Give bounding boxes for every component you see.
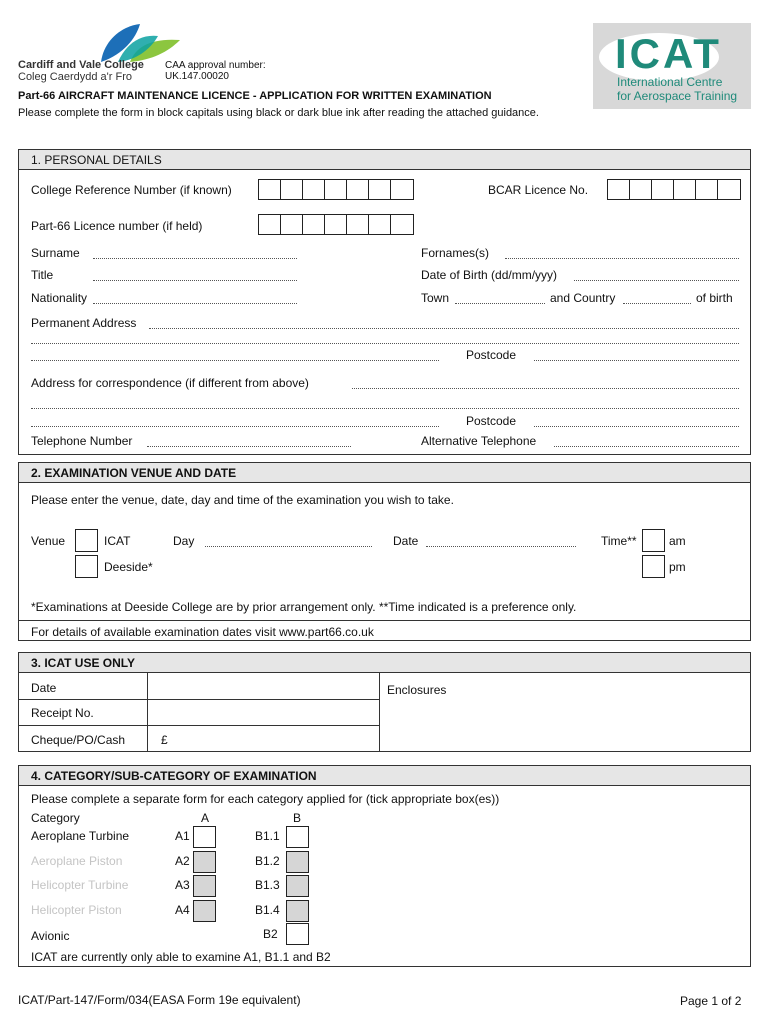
of-birth-label: of birth xyxy=(696,291,733,305)
correspondence-label: Address for correspondence (if different from above) xyxy=(31,376,309,390)
section-header xyxy=(19,463,750,483)
category-row-b: B1.1 xyxy=(255,829,280,843)
time-am-checkbox[interactable] xyxy=(642,529,665,552)
category-row-a: A3 xyxy=(175,878,190,892)
page-number: Page 1 of 2 xyxy=(680,994,742,1008)
divider xyxy=(19,699,379,700)
divider xyxy=(19,620,750,621)
column-a-label: A xyxy=(201,811,210,825)
cheque-label: Cheque/PO/Cash xyxy=(31,733,126,747)
category-label: Category xyxy=(31,811,80,825)
b1-3-checkbox xyxy=(286,875,309,897)
town-label: Town xyxy=(421,291,450,305)
form-id: ICAT/Part-147/Form/034(EASA Form 19e equivalent) xyxy=(18,993,301,1007)
avionic-b2-label: B2 xyxy=(263,927,278,941)
a4-checkbox xyxy=(193,900,216,922)
bcar-label: BCAR Licence No. xyxy=(488,183,589,197)
avionic-label: Avionic xyxy=(31,929,70,943)
alt-telephone-label: Alternative Telephone xyxy=(421,434,537,448)
permanent-address-line-3[interactable] xyxy=(31,360,439,361)
section-header xyxy=(19,766,750,786)
icat-date-label: Date xyxy=(31,681,57,695)
college-name: Cardiff and Vale College xyxy=(18,59,144,71)
receipt-label: Receipt No. xyxy=(31,706,94,720)
title-field[interactable] xyxy=(93,280,297,281)
permanent-address-label: Permanent Address xyxy=(31,316,137,330)
a1-checkbox[interactable] xyxy=(193,826,216,848)
icat-use-section xyxy=(18,652,751,752)
personal-details-section xyxy=(18,149,751,455)
caa-label: CAA approval number: xyxy=(165,60,266,71)
category-row-a: A1 xyxy=(175,829,190,843)
town-field[interactable] xyxy=(455,303,545,304)
day-field[interactable] xyxy=(205,546,372,547)
enclosures-label: Enclosures xyxy=(387,683,447,697)
and-country-label: and Country xyxy=(550,291,616,305)
category-row-name: Helicopter Piston xyxy=(31,903,122,917)
divider xyxy=(147,673,148,751)
postcode-field[interactable] xyxy=(534,360,739,361)
category-row-a: A2 xyxy=(175,854,190,868)
date-field[interactable] xyxy=(426,546,576,547)
category-instruction: Please complete a separate form for each category applied for (tick appropriate box(es)) xyxy=(31,792,500,806)
section-title: 2. EXAMINATION VENUE AND DATE xyxy=(31,466,237,480)
a2-checkbox xyxy=(193,851,216,873)
college-ref-label: College Reference Number (if known) xyxy=(31,183,232,197)
divider xyxy=(19,725,379,726)
venue-icat-label: ICAT xyxy=(104,534,131,548)
permanent-address-line-2[interactable] xyxy=(31,343,739,344)
venue-deeside-checkbox[interactable] xyxy=(75,555,98,578)
b1-1-checkbox[interactable] xyxy=(286,826,309,848)
venue-note: *Examinations at Deeside College are by prior arrangement only. **Time indicated is a preference only. xyxy=(31,600,577,614)
college-ref-input[interactable] xyxy=(258,179,414,200)
icat-logo-text: ICAT xyxy=(615,30,722,77)
telephone-field[interactable] xyxy=(147,446,351,447)
licence-number-input[interactable] xyxy=(258,214,414,235)
category-row-a: A4 xyxy=(175,903,190,917)
category-section xyxy=(18,765,751,967)
correspondence-line-2[interactable] xyxy=(31,408,739,409)
b1-2-checkbox xyxy=(286,851,309,873)
venue-deeside-label: Deeside* xyxy=(104,560,153,574)
fornames-label: Fornames(s) xyxy=(421,246,490,260)
a3-checkbox xyxy=(193,875,216,897)
postcode-label: Postcode xyxy=(466,348,517,362)
section-header xyxy=(19,653,750,673)
time-am-label: am xyxy=(669,534,686,548)
category-row-b: B1.4 xyxy=(255,903,280,917)
icat-name-line2: for Aerospace Training xyxy=(617,89,738,103)
b2-checkbox[interactable] xyxy=(286,923,309,945)
surname-field[interactable] xyxy=(93,258,297,259)
exam-venue-section xyxy=(18,462,751,641)
category-row-name: Helicopter Turbine xyxy=(31,878,129,892)
category-note: ICAT are currently only able to examine A1, B1.1 and B2 xyxy=(31,950,331,964)
venue-icat-checkbox[interactable] xyxy=(75,529,98,552)
category-row-b: B1.3 xyxy=(255,878,280,892)
correspondence-line-3[interactable] xyxy=(31,426,439,427)
icat-name-line1: International Centre xyxy=(617,75,723,89)
venue-instruction: Please enter the venue, date, day and time of the examination you wish to take. xyxy=(31,493,454,507)
title-label: Title xyxy=(31,268,54,282)
pound-symbol: £ xyxy=(161,733,168,747)
postcode2-field[interactable] xyxy=(534,426,739,427)
category-row-name: Aeroplane Turbine xyxy=(31,829,130,843)
licence-number-label: Part-66 Licence number (if held) xyxy=(31,219,203,233)
divider xyxy=(379,673,380,751)
caa-number: UK.147.00020 xyxy=(165,71,229,82)
form-title: Part-66 AIRCRAFT MAINTENANCE LICENCE - APPLICATION FOR WRITTEN EXAMINATION xyxy=(18,90,492,102)
bcar-input[interactable] xyxy=(607,179,741,200)
fornames-field[interactable] xyxy=(505,258,739,259)
time-label: Time** xyxy=(601,534,637,548)
exam-dates-note: For details of available examination dates visit www.part66.co.uk xyxy=(31,625,374,639)
section-title: 1. PERSONAL DETAILS xyxy=(31,153,162,167)
alt-telephone-field[interactable] xyxy=(554,446,739,447)
form-instructions: Please complete the form in block capitals using black or dark blue ink after reading the attached guidance. xyxy=(18,107,539,119)
postcode2-label: Postcode xyxy=(466,414,517,428)
permanent-address-line-1[interactable] xyxy=(149,328,739,329)
section-title: 3. ICAT USE ONLY xyxy=(31,656,136,670)
dob-label: Date of Birth (dd/mm/yyy) xyxy=(421,268,558,282)
column-b-label: B xyxy=(293,811,302,825)
time-pm-label: pm xyxy=(669,560,686,574)
section-title: 4. CATEGORY/SUB-CATEGORY OF EXAMINATION xyxy=(31,769,317,783)
date-label: Date xyxy=(393,534,419,548)
country-field[interactable] xyxy=(623,303,691,304)
time-pm-checkbox[interactable] xyxy=(642,555,665,578)
category-row-b: B1.2 xyxy=(255,854,280,868)
venue-label: Venue xyxy=(31,534,66,548)
day-label: Day xyxy=(173,534,195,548)
correspondence-line-1[interactable] xyxy=(352,388,739,389)
college-name-welsh: Coleg Caerdydd a'r Fro xyxy=(18,71,132,83)
college-logo-mark xyxy=(18,22,188,62)
nationality-field[interactable] xyxy=(93,303,297,304)
category-row-name: Aeroplane Piston xyxy=(31,854,123,868)
dob-field[interactable] xyxy=(574,280,739,281)
icat-logo xyxy=(593,23,751,109)
surname-label: Surname xyxy=(31,246,80,260)
nationality-label: Nationality xyxy=(31,291,88,305)
college-logo xyxy=(18,22,188,84)
telephone-label: Telephone Number xyxy=(31,434,133,448)
b1-4-checkbox xyxy=(286,900,309,922)
section-header xyxy=(19,150,750,170)
